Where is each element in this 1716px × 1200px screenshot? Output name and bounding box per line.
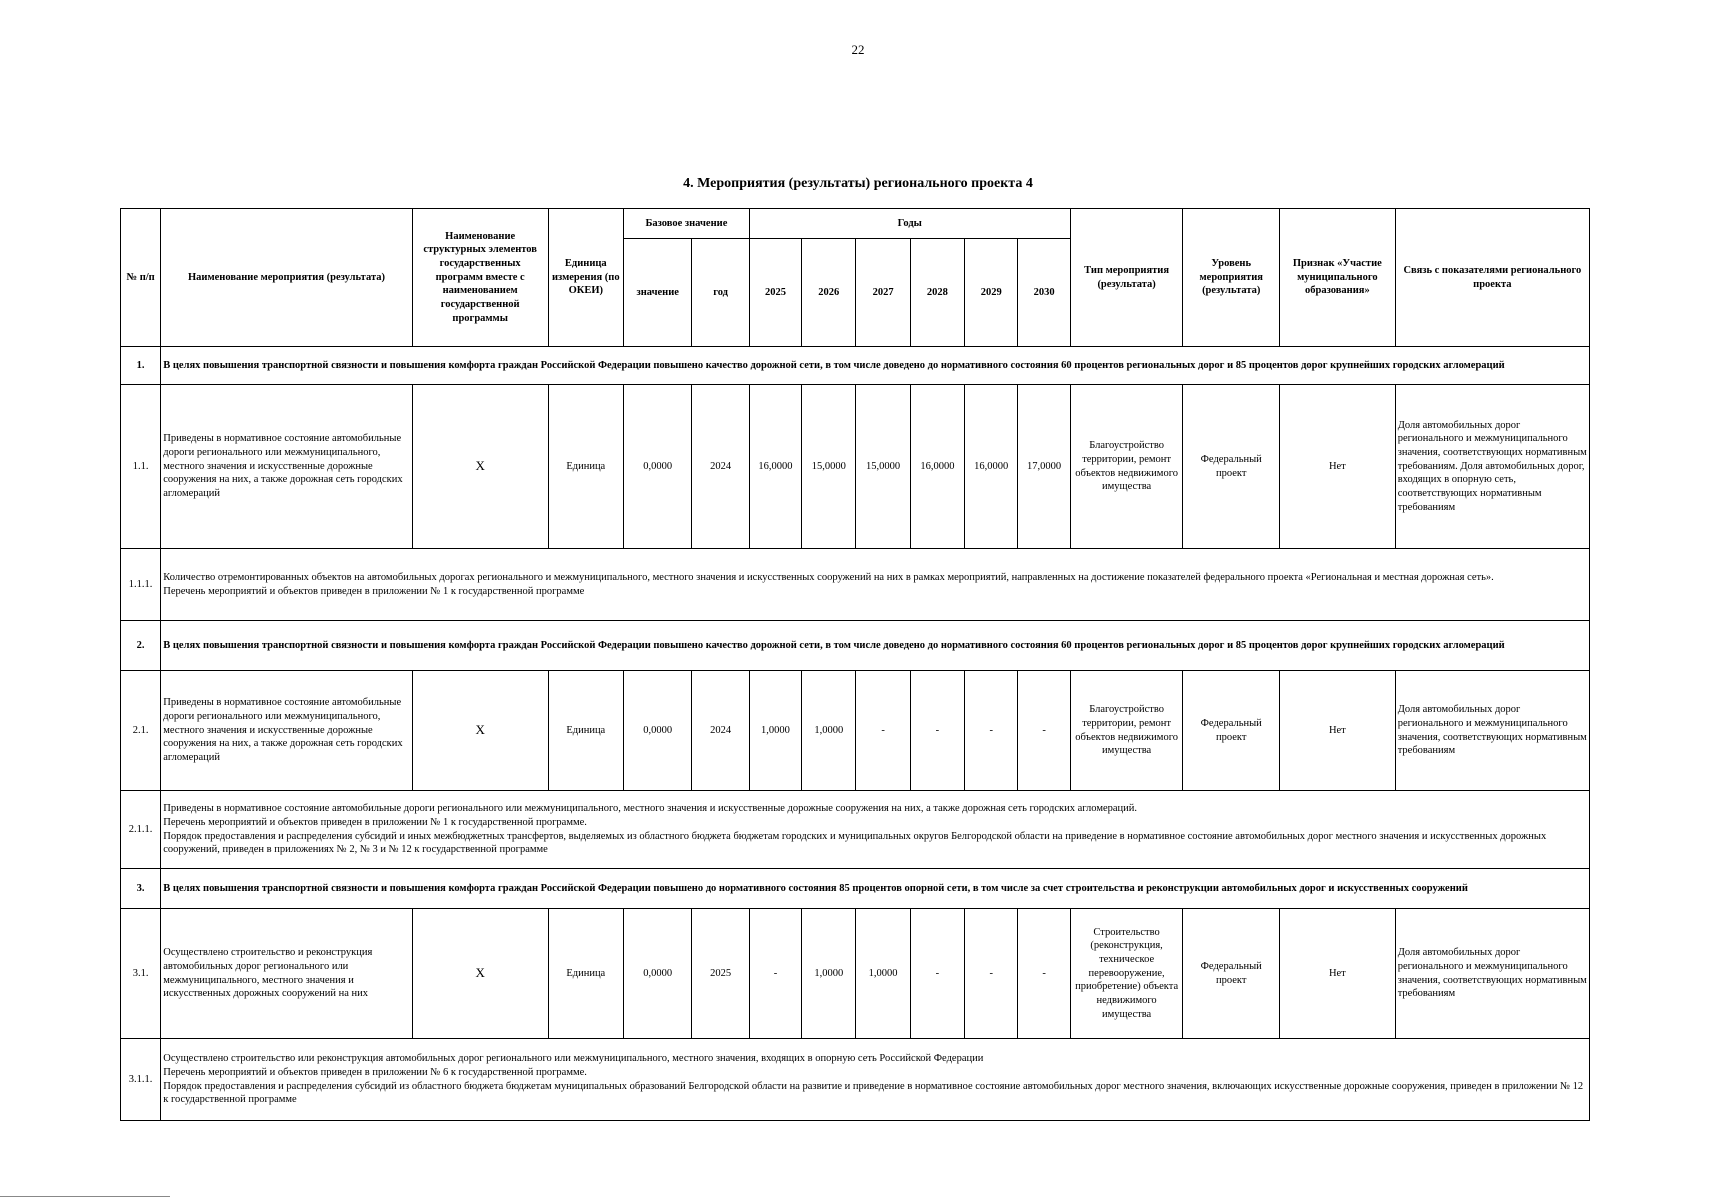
- note-line: Осуществлено строительство или реконструкция автомобильных дорог регионального или межмуниципального, местного значения, входящих в опорную сеть Российской Федерации: [163, 1053, 984, 1065]
- note-text: [161, 791, 1590, 869]
- note-num: 2.1.1.: [121, 791, 161, 869]
- row-muni: Нет: [1280, 671, 1396, 791]
- header-base-value: значение: [624, 239, 692, 347]
- row-name: Осуществлено строительство и реконструкция автомобильных дорог регионального или межмуниципального, местного значения и искусственных дорожных сооружений на них: [161, 909, 413, 1039]
- row-value-2025: -: [749, 909, 801, 1039]
- row-value-2027: 15,0000: [856, 385, 910, 549]
- row-name: Приведены в нормативное состояние автомобильные дороги регионального или межмуниципального, местного значения и искусственные дорожные сооружения на них, а также дорожная сеть городских агломераций: [161, 671, 413, 791]
- header-link: Связь с показателями регионального проекта: [1395, 209, 1589, 347]
- header-year-2027: 2027: [856, 239, 910, 347]
- table-row: [121, 909, 1590, 1039]
- row-struct: Х: [412, 385, 548, 549]
- page-edge-line: [0, 1196, 170, 1197]
- row-muni: Нет: [1280, 385, 1396, 549]
- row-value-2028: -: [910, 909, 964, 1039]
- row-value-2027: -: [856, 671, 910, 791]
- note-line: Перечень мероприятий и объектов приведен в приложении № 1 к государственной программе: [163, 585, 585, 597]
- header-year-2029: 2029: [965, 239, 1018, 347]
- section-num: 1.: [121, 347, 161, 385]
- row-link: Доля автомобильных дорог регионального и межмуниципального значения, соответствующих нормативным требованиям: [1395, 909, 1589, 1039]
- row-muni: Нет: [1280, 909, 1396, 1039]
- row-value-2030: -: [1018, 671, 1070, 791]
- header-struct: Наименование структурных элементов государственных программ вместе с наименованием государственной программы: [412, 209, 548, 347]
- note-row: [121, 791, 1590, 869]
- note-line: Приведены в нормативное состояние автомобильные дороги регионального или межмуниципального, местного значения и искусственные дорожные сооружения на них, а также дорожная сеть городских агломераций.: [163, 803, 1138, 815]
- row-level: Федеральный проект: [1183, 385, 1280, 549]
- row-num: 1.1.: [121, 385, 161, 549]
- row-value-2028: -: [910, 671, 964, 791]
- note-line: Перечень мероприятий и объектов приведен в приложении № 6 к государственной программе.: [163, 1066, 587, 1078]
- row-link: Доля автомобильных дорог регионального и межмуниципального значения, соответствующих нормативным требованиям: [1395, 671, 1589, 791]
- row-value-2027: 1,0000: [856, 909, 910, 1039]
- row-num: 2.1.: [121, 671, 161, 791]
- page-title: 4. Мероприятия (результаты) регионального проекта 4: [683, 176, 1033, 191]
- row-base-value: 0,0000: [624, 909, 692, 1039]
- row-value-2026: 1,0000: [802, 671, 856, 791]
- row-base-value: 0,0000: [624, 385, 692, 549]
- row-struct: Х: [412, 671, 548, 791]
- note-row: [121, 1039, 1590, 1121]
- section-num: 2.: [121, 621, 161, 671]
- header-level: Уровень мероприятия (результата): [1183, 209, 1280, 347]
- note-text: [161, 1039, 1590, 1121]
- row-base-year: 2024: [692, 385, 749, 549]
- row-struct: Х: [412, 909, 548, 1039]
- header-name: Наименование мероприятия (результата): [161, 209, 413, 347]
- note-line: Количество отремонтированных объектов на автомобильных дорогах регионального и межмуниципального, местного значения и искусственных сооружений на них в рамках мероприятий, направленных на достижение показателей федерального проекта «Региональная и местная дорожная сеть».: [163, 571, 1494, 583]
- row-value-2029: -: [965, 909, 1018, 1039]
- row-name: Приведены в нормативное состояние автомобильные дороги регионального или межмуниципального, местного значения и искусственные дорожные сооружения на них, а также дорожная сеть городских агломераций: [161, 385, 413, 549]
- note-line: Порядок предоставления и распределения субсидий и иных межбюджетных трансфертов, выделяемых из областного бюджета бюджетам городских и муниципальных округов Белгородской области на приведение в нормативное состояние автомобильных дорог местного значения и искусственных дорожных сооружений, приведен в приложениях № 2, № 3 и № 12 к государственной программе: [163, 830, 1547, 856]
- row-level: Федеральный проект: [1183, 671, 1280, 791]
- row-value-2029: 16,0000: [965, 385, 1018, 549]
- header-year-2026: 2026: [802, 239, 856, 347]
- note-line: Перечень мероприятий и объектов приведен в приложении № 1 к государственной программе.: [163, 816, 587, 828]
- row-value-2028: 16,0000: [910, 385, 964, 549]
- row-base-value: 0,0000: [624, 671, 692, 791]
- header-muni: Признак «Участие муниципального образования»: [1280, 209, 1396, 347]
- note-num: 1.1.1.: [121, 549, 161, 621]
- row-value-2030: 17,0000: [1018, 385, 1070, 549]
- row-type: Благоустройство территории, ремонт объектов недвижимого имущества: [1070, 385, 1183, 549]
- note-row: [121, 549, 1590, 621]
- note-line: Порядок предоставления и распределения субсидий из областного бюджета бюджетам муниципальных образований Белгородской области на развитие и приведение в нормативное состояние автомобильных дорог местного значения, включающих искусственные дорожные сооружения, приведен в приложении № 12 к государственной программе: [163, 1080, 1584, 1106]
- section-row: [121, 621, 1590, 671]
- header-base: Базовое значение: [624, 209, 750, 239]
- table-row: [121, 671, 1590, 791]
- row-unit: Единица: [548, 385, 623, 549]
- header-year-2028: 2028: [910, 239, 964, 347]
- row-unit: Единица: [548, 909, 623, 1039]
- header-row-1: [121, 209, 1590, 239]
- table-row: [121, 385, 1590, 549]
- header-years: Годы: [749, 209, 1070, 239]
- row-link: Доля автомобильных дорог регионального и межмуниципального значения, соответствующих нормативным требованиям. Доля автомобильных дорог, входящих в опорную сеть, соответствующих нормативным требованиям: [1395, 385, 1589, 549]
- row-value-2030: -: [1018, 909, 1070, 1039]
- row-unit: Единица: [548, 671, 623, 791]
- row-value-2026: 1,0000: [802, 909, 856, 1039]
- header-year-2030: 2030: [1018, 239, 1070, 347]
- page-number: 22: [851, 42, 865, 57]
- section-row: [121, 347, 1590, 385]
- header-base-year: год: [692, 239, 749, 347]
- row-num: 3.1.: [121, 909, 161, 1039]
- header-year-2025: 2025: [749, 239, 801, 347]
- row-value-2025: 1,0000: [749, 671, 801, 791]
- header-unit: Единица измерения (по ОКЕИ): [548, 209, 623, 347]
- header-num: № п/п: [121, 209, 161, 347]
- header-type: Тип мероприятия (результата): [1070, 209, 1183, 347]
- row-value-2025: 16,0000: [749, 385, 801, 549]
- section-row: [121, 869, 1590, 909]
- row-value-2026: 15,0000: [802, 385, 856, 549]
- measures-table: [120, 208, 1590, 1121]
- row-base-year: 2024: [692, 671, 749, 791]
- note-text: [161, 549, 1590, 621]
- row-level: Федеральный проект: [1183, 909, 1280, 1039]
- section-text: В целях повышения транспортной связности и повышения комфорта граждан Российской Федерации повышено качество дорожной сети, в том числе доведено до нормативного состояния 60 процентов региональных дорог и 85 процентов дорог крупнейших городских агломераций: [161, 621, 1590, 671]
- row-value-2029: -: [965, 671, 1018, 791]
- note-num: 3.1.1.: [121, 1039, 161, 1121]
- section-num: 3.: [121, 869, 161, 909]
- section-text: В целях повышения транспортной связности и повышения комфорта граждан Российской Федерации повышено до нормативного состояния 85 процентов опорной сети, в том числе за счет строительства и реконструкции автомобильных дорог и искусственных сооружений: [161, 869, 1590, 909]
- section-text: В целях повышения транспортной связности и повышения комфорта граждан Российской Федерации повышено качество дорожной сети, в том числе доведено до нормативного состояния 60 процентов региональных дорог и 85 процентов дорог крупнейших городских агломераций: [161, 347, 1590, 385]
- row-type: Благоустройство территории, ремонт объектов недвижимого имущества: [1070, 671, 1183, 791]
- row-base-year: 2025: [692, 909, 749, 1039]
- row-type: Строительство (реконструкция, техническое перевооружение, приобретение) объекта недвижимого имущества: [1070, 909, 1183, 1039]
